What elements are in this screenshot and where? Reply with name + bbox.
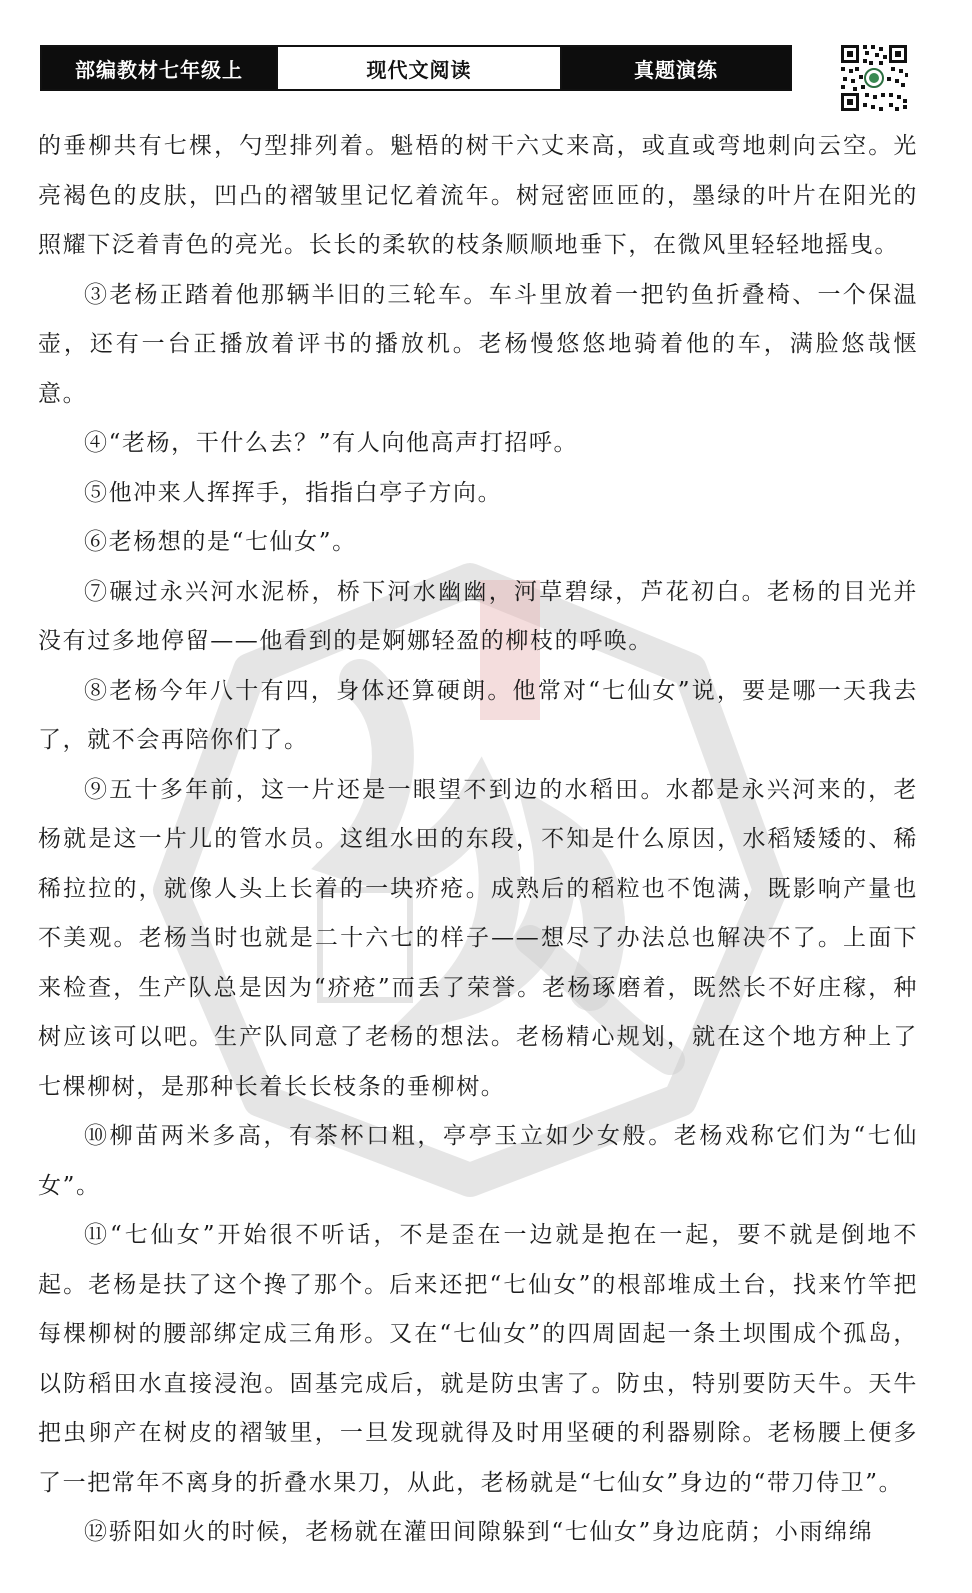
paragraph-8: ⑧老杨今年八十有四，身体还算硬朗。他常对“七仙女”说，要是哪一天我去了，就不会再陪你们了。 [38,677,918,753]
paragraph-9: ⑨五十多年前，这一片还是一眼望不到边的水稻田。水都是永兴河来的，老杨就是这一片儿的管水员。这组水田的东段，不知是什么原因，水稻矮矮的、稀稀拉拉的，就像人头上长着的一块疥疮。成熟后的稻粒也不饱满，既影响产量也不美观。老杨当时也就是二十六七的样子——想尽了办法总也解决不了。上面下来检查，生产队总是因为“疥疮”而丢了荣誉。老杨琢磨着，既然长不好庄稼，种树应该可以吧。生产队同意了老杨的想法。老杨精心规划，就在这个地方种上了七棵柳树，是那种长着长长枝条的垂柳树。 [38,776,918,1100]
header-type: 真题演练 [562,47,790,89]
header-grade: 部编教材七年级上 [42,47,276,89]
paragraph-4: ④“老杨，干什么去？”有人向他高声打招呼。 [84,430,579,456]
header-section: 现代文阅读 [276,47,562,89]
article-body [38,122,918,1558]
header-bar [40,45,792,91]
qr-code-icon [839,43,909,113]
paragraph-5: ⑤他冲来人挥挥手，指指白亭子方向。 [84,479,503,506]
paragraph-3: ③老杨正踏着他那辆半旧的三轮车。车斗里放着一把钓鱼折叠椅、一个保温壶，还有一台正播放着评书的播放机。老杨慢悠悠地骑着他的车，满脸悠哉惬意。 [38,281,918,407]
paragraph-10: ⑩柳苗两米多高，有茶杯口粗，亭亭玉立如少女般。老杨戏称它们为“七仙女”。 [38,1123,918,1199]
paragraph-12: ⑫骄阳如火的时候，老杨就在灌田间隙躲到“七仙女”身边庇荫；小雨绵绵 [84,1519,874,1545]
paragraph-7: ⑦碾过永兴河水泥桥，桥下河水幽幽，河草碧绿，芦花初白。老杨的目光并没有过多地停留——他看到的是婀娜轻盈的柳枝的呼唤。 [38,578,918,654]
paragraph-continued: 的垂柳共有七棵，勺型排列着。魁梧的树干六丈来高，或直或弯地刺向云空。光亮褐色的皮肤，凹凸的褶皱里记忆着流年。树冠密匝匝的，墨绿的叶片在阳光的照耀下泛着青色的亮光。长长的柔软的枝条顺顺地垂下，在微风里轻轻地摇曳。 [38,133,918,258]
paragraph-11: ⑪“七仙女”开始很不听话，不是歪在一边就是抱在一起，要不就是倒地不起。老杨是扶了这个搀了那个。后来还把“七仙女”的根部堆成土台，找来竹竿把每棵柳树的腰部绑定成三角形。又在“七仙女”的四周固起一条土坝围成个孤岛，以防稻田水直接浸泡。固基完成后，就是防虫害了。防虫，特别要防天牛。天牛把虫卵产在树皮的褶皱里，一旦发现就得及时用坚硬的利器剔除。老杨腰上便多了一把常年不离身的折叠水果刀，从此，老杨就是“七仙女”身边的“带刀侍卫”。 [38,1222,918,1496]
paragraph-6: ⑥老杨想的是“七仙女”。 [84,529,357,555]
